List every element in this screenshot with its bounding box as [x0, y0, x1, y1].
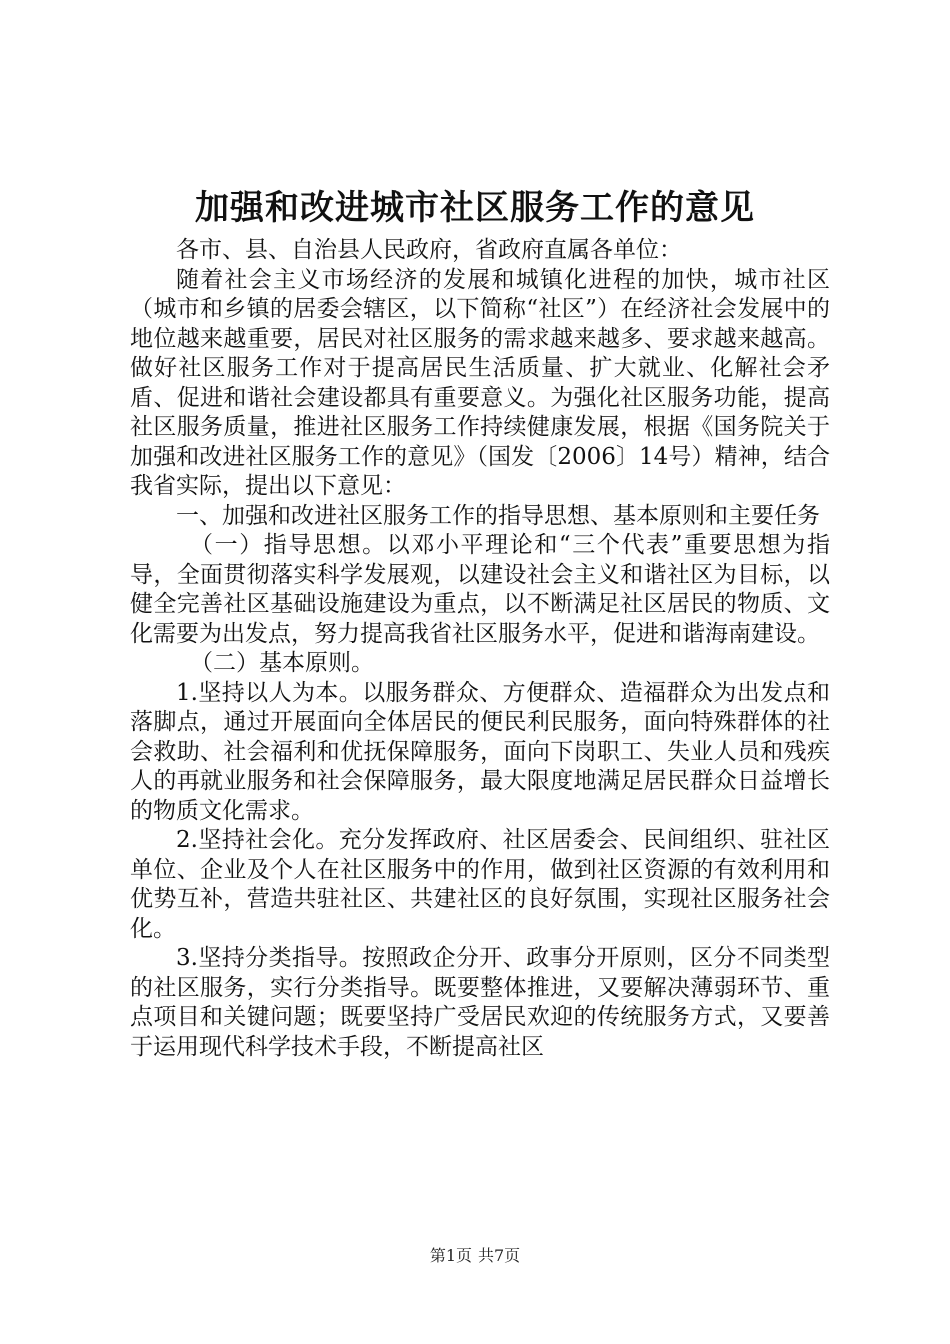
- guiding-ideology-paragraph: （一）指导思想。以邓小平理论和“三个代表”重要思想为指导，全面贯彻落实科学发展观，以建设社会主义和谐社区为目标，以健全完善社区基础设施建设为重点，以不断满足社区居民的物质、文化需要为出发点，努力提高我省社区服务水平，促进和谐海南建设。: [130, 532, 830, 647]
- principle-2-paragraph: 2.坚持社会化。充分发挥政府、社区居委会、民间组织、驻社区单位、企业及个人在社区服务中的作用，做到社区资源的有效利用和优势互补，营造共驻社区、共建社区的良好氛围，实现社区服务社会化。: [130, 827, 830, 942]
- principle-1-paragraph: 1.坚持以人为本。以服务群众、方便群众、造福群众为出发点和落脚点，通过开展面向全体居民的便民利民服务，面向特殊群体的社会救助、社会福利和优抚保障服务，面向下岗职工、失业人员和残疾人的再就业服务和社会保障服务，最大限度地满足居民群众日益增长的物质文化需求。: [130, 679, 830, 824]
- page-number: 第1页: [429, 1246, 472, 1265]
- salutation-paragraph: 各市、县、自治县人民政府，省政府直属各单位：: [176, 237, 682, 263]
- page-footer: [0, 1244, 950, 1268]
- section-heading-1: 一、加强和改进社区服务工作的指导思想、基本原则和主要任务: [176, 502, 820, 529]
- document-body: [130, 236, 830, 1062]
- page-total: 共7页: [478, 1246, 521, 1265]
- document-title: 加强和改进城市社区服务工作的意见: [195, 188, 755, 228]
- basic-principles-heading: （二）基本原则。: [190, 650, 374, 676]
- intro-paragraph: 随着社会主义市场经济的发展和城镇化进程的加快，城市社区（城市和乡镇的居委会辖区，以下简称“社区”）在经济社会发展中的地位越来越重要，居民对社区服务的需求越来越多、要求越来越高。做好社区服务工作对于提高居民生活质量、扩大就业、化解社会矛盾、促进和谐社会建设都具有重要意义。为强化社区服务功能，提高社区服务质量，推进社区服务工作持续健康发展，根据《国务院关于加强和改进社区服务工作的意见》（国发〔2006〕14号）精神，结合我省实际，提出以下意见：: [130, 266, 830, 499]
- principle-3-paragraph: 3.坚持分类指导。按照政企分开、政事分开原则，区分不同类型的社区服务，实行分类指导。既要整体推进，又要解决薄弱环节、重点项目和关键问题；既要坚持广受居民欢迎的传统服务方式，又要善于运用现代科学技术手段，不断提高社区: [130, 945, 830, 1060]
